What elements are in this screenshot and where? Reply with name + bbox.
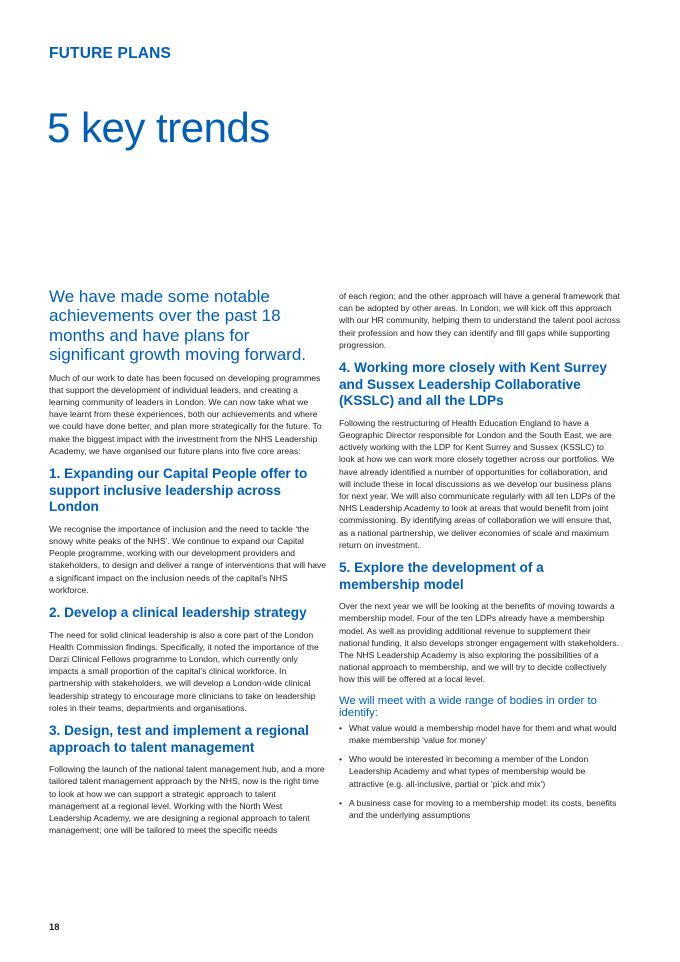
section-label: FUTURE PLANS bbox=[49, 45, 172, 62]
section-1-body: We recognise the importance of inclusion and the need to tackle ‘the snowy white peaks of the NHS’. We continue to expand our Capital People programme, working with our development providers and stakeholders, to design and deliver a range of interventions that will have a significant impact on the inclusion needs of the capital’s NHS workforce. bbox=[49, 523, 327, 595]
identify-lead: We will meet with a wide range of bodies in order to identify: bbox=[339, 694, 597, 720]
left-column bbox=[49, 287, 327, 845]
section-3-heading: 3. Design, test and implement a regional approach to talent management bbox=[49, 723, 309, 755]
section-1-heading: 1. Expanding our Capital People offer to support inclusive leadership across London bbox=[49, 466, 308, 515]
right-column bbox=[339, 290, 621, 828]
section-4-body: Following the restructuring of Health Education England to have a Geographic Director responsible for London and the South East, we are actively working with the LDP for Kent Surrey and Sussex (KSSLC) to look at how we can work more closely together across our portfolios. We have already identified a number of opportunities for collaboration, and will include these in local discussions as we develop our business plans for next year. We will also communicate regularly with all ten LDPs of the NHS Leadership Academy to look at areas that would benefit from joint commissioning. By identifying areas of collaboration we will ensure that, as a national partnership, we deliver economies of scale and maximum return on investment. bbox=[339, 417, 616, 550]
section-3-body: Following the launch of the national talent management hub, and a more tailored talent management approach by the NHS, now is the right time to look at how we can support a strategic approach to talent management at a regional level. Working with the North West Leadership Academy, we are designing a regional approach to talent management; one will be tailored to meet the specific needs bbox=[49, 764, 325, 836]
intro-statement: We have made some notable achievements over the past 18 months and have plans for significant growth moving forward. bbox=[49, 287, 307, 365]
section-5-heading: 5. Explore the development of a membership model bbox=[339, 560, 544, 592]
list-item: • A business case for moving to a membership model: its costs, benefits and the underlying assumptions bbox=[339, 797, 621, 821]
identify-list bbox=[339, 722, 621, 821]
list-item: • Who would be interested in becoming a member of the London Leadership Academy and what types of membership would be attractive (e.g. all-inclusive, partial or ‘pick and mix’) bbox=[339, 753, 621, 790]
intro-body: Much of our work to date has been focused on developing programmes that support the development of individual leaders, and creating a learning community of leaders in London. We can now take what we have learnt from these experiences, both our achievements and where we could have done better, and plan more strategically for the future. To make the biggest impact with the investment from the NHS Leadership Academy, we have organised our future plans into five core areas: bbox=[49, 372, 322, 456]
section-2-heading: 2. Develop a clinical leadership strategy bbox=[49, 605, 307, 621]
list-item: • What value would a membership model have for them and what would make membership ‘value for money’ bbox=[339, 722, 621, 746]
section-5-body: Over the next year we will be looking at the benefits of moving towards a membership model. Four of the ten LDPs already have a membership model. As well as providing additional revenue to supplement their national funding, it also develops stronger engagement with stakeholders. The NHS Leadership Academy is also exploring the possibilities of a national approach to membership, and we will try to decide collectively how this will be offered at a local level. bbox=[339, 601, 619, 685]
section-2-body: The need for solid clinical leadership is also a core part of the London Health Commission findings. Specifically, it noted the importance of the Darzi Clinical Fellows programme to London, which currently only impacts a small proportion of the capital’s clinical workforce. In partnership with stakeholders, we will develop a London-wide clinical leadership strategy to encourage more clinicians to take on leadership roles in their teams, departments and organisations. bbox=[49, 629, 319, 713]
page-title: 5 key trends bbox=[47, 104, 270, 151]
section-3-continued-body: of each region; and the other approach will have a general framework that can be adopted by other areas. In London, we will kick off this approach with our HR community, helping them to understand the talent pool across their profession and how they can identify and fill gaps while supporting progression. bbox=[339, 291, 621, 350]
section-4-heading: 4. Working more closely with Kent Surrey and Sussex Leadership Collaborative (KSSLC) and all the LDPs bbox=[339, 360, 607, 409]
page-number: 18 bbox=[49, 922, 60, 933]
